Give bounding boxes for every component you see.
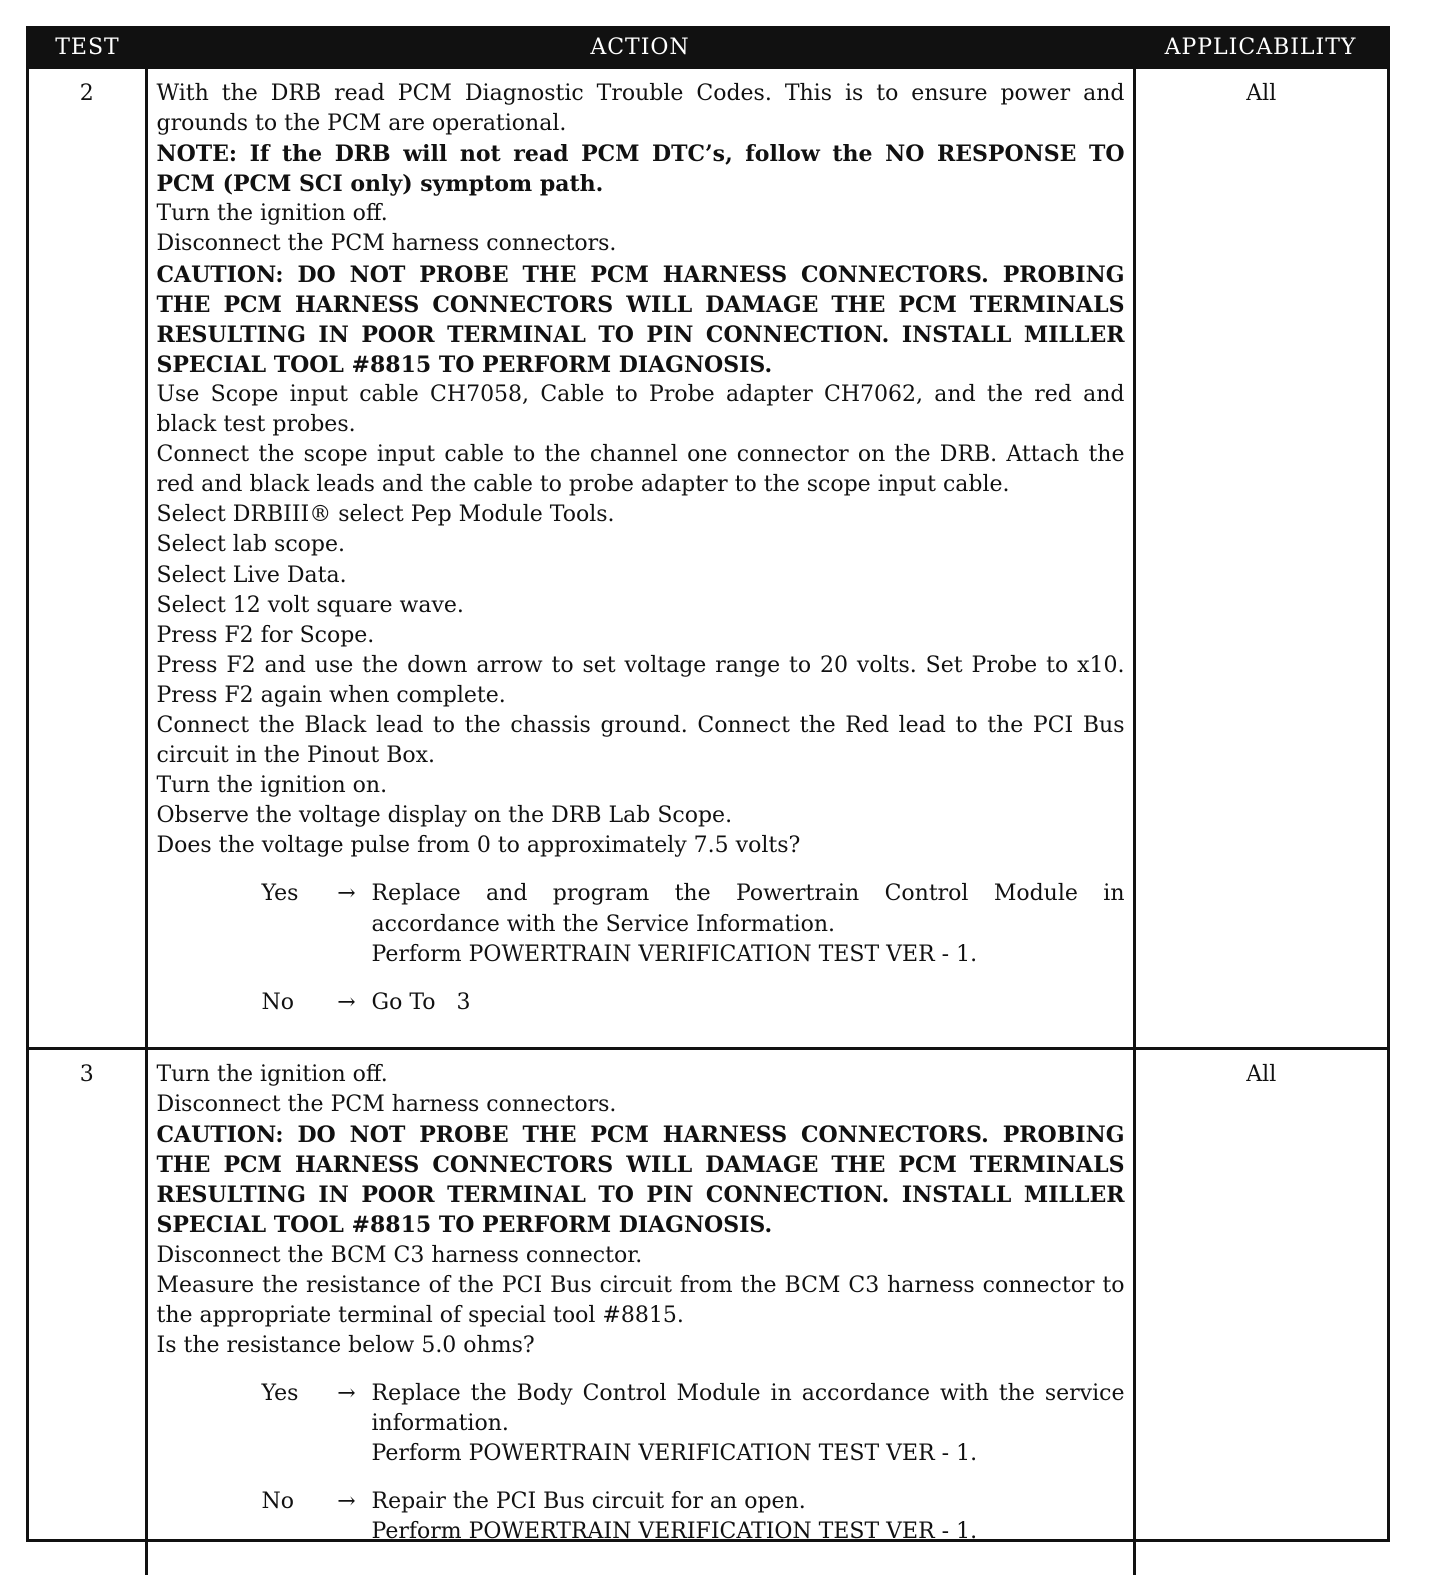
action-line: Disconnect the PCM harness connectors. bbox=[157, 1090, 1125, 1120]
action-line: Turn the ignition on. bbox=[157, 771, 1125, 801]
outcome-result-line: Perform POWERTRAIN VERIFICATION TEST VER - 1. bbox=[372, 1517, 1125, 1547]
action-line: Select DRBIII® select Pep Module Tools. bbox=[157, 500, 1125, 530]
outcome-yes bbox=[262, 879, 1125, 969]
outcome-result-line: Repair the PCI Bus circuit for an open. bbox=[372, 1487, 1125, 1517]
action-line: Observe the voltage display on the DRB Lab Scope. bbox=[157, 801, 1125, 831]
arrow-right-icon: → bbox=[322, 1487, 372, 1547]
outcome-result bbox=[372, 1487, 1125, 1547]
outcome-label: No bbox=[262, 988, 322, 1018]
action-line: Press F2 and use the down arrow to set voltage range to 20 volts. Set Probe to x10. Press F2 again when complete. bbox=[157, 651, 1125, 711]
action-line: Connect the Black lead to the chassis ground. Connect the Red lead to the PCI Bus circuit in the Pinout Box. bbox=[157, 711, 1125, 771]
header-action: ACTION bbox=[146, 29, 1134, 68]
action-line: Turn the ignition off. bbox=[157, 1060, 1125, 1090]
action-line: Select 12 volt square wave. bbox=[157, 591, 1125, 621]
outcome-label: Yes bbox=[262, 1379, 322, 1469]
outcome-result-line: Perform POWERTRAIN VERIFICATION TEST VER - 1. bbox=[372, 1439, 1125, 1469]
header-test: TEST bbox=[29, 29, 146, 68]
outcome-yes bbox=[262, 1379, 1125, 1469]
arrow-right-icon: → bbox=[322, 1379, 372, 1469]
action-line: Disconnect the PCM harness connectors. bbox=[157, 229, 1125, 259]
arrow-right-icon: → bbox=[322, 879, 372, 969]
action-line: Connect the scope input cable to the channel one connector on the DRB. Attach the red and black leads and the cable to probe adapter to the scope input cable. bbox=[157, 440, 1125, 500]
arrow-right-icon: → bbox=[322, 988, 372, 1018]
applicability-value: All bbox=[1134, 68, 1387, 1049]
action-line: Select lab scope. bbox=[157, 530, 1125, 560]
question-line: Does the voltage pulse from 0 to approximately 7.5 volts? bbox=[157, 831, 1125, 861]
action-line: With the DRB read PCM Diagnostic Trouble Codes. This is to ensure power and grounds to the PCM are operational. bbox=[157, 79, 1125, 139]
action-cell bbox=[146, 1049, 1134, 1575]
outcome-no bbox=[262, 1487, 1125, 1547]
note-text: NOTE: If the DRB will not read PCM DTC’s, follow the NO RESPONSE TO PCM (PCM SCI only) symptom path. bbox=[157, 139, 1125, 199]
action-line: Disconnect the BCM C3 harness connector. bbox=[157, 1241, 1125, 1271]
outcome-result-line: Replace and program the Powertrain Control Module in accordance with the Service Information. bbox=[372, 879, 1125, 939]
action-cell bbox=[146, 68, 1134, 1049]
outcome-result bbox=[372, 1379, 1125, 1469]
diagnostic-table-page bbox=[26, 26, 1390, 1542]
caution-text: CAUTION: DO NOT PROBE THE PCM HARNESS CONNECTORS. PROBING THE PCM HARNESS CONNECTORS WILL DAMAGE THE PCM TERMINALS RESULTING IN POOR TERMINAL TO PIN CONNECTION. INSTALL MILLER SPECIAL TOOL #8815 TO PERFORM DIAGNOSIS. bbox=[157, 260, 1125, 380]
test-number: 2 bbox=[29, 68, 146, 1049]
action-line: Use Scope input cable CH7058, Cable to Probe adapter CH7062, and the red and black test probes. bbox=[157, 380, 1125, 440]
outcome-result-line: Replace the Body Control Module in accordance with the service information. bbox=[372, 1379, 1125, 1439]
action-line: Turn the ignition off. bbox=[157, 199, 1125, 229]
outcome-result-line: Perform POWERTRAIN VERIFICATION TEST VER - 1. bbox=[372, 940, 1125, 970]
table-row-test-3 bbox=[29, 1049, 1387, 1575]
test-number: 3 bbox=[29, 1049, 146, 1575]
applicability-value: All bbox=[1134, 1049, 1387, 1575]
outcome-no bbox=[262, 988, 1125, 1018]
header-applicability: APPLICABILITY bbox=[1134, 29, 1387, 68]
question-line: Is the resistance below 5.0 ohms? bbox=[157, 1331, 1125, 1361]
caution-text: CAUTION: DO NOT PROBE THE PCM HARNESS CONNECTORS. PROBING THE PCM HARNESS CONNECTORS WILL DAMAGE THE PCM TERMINALS RESULTING IN POOR TERMINAL TO PIN CONNECTION. INSTALL MILLER SPECIAL TOOL #8815 TO PERFORM DIAGNOSIS. bbox=[157, 1120, 1125, 1240]
outcome-result bbox=[372, 988, 1125, 1018]
action-line: Select Live Data. bbox=[157, 561, 1125, 591]
table-row-test-2 bbox=[29, 68, 1387, 1049]
outcome-label: Yes bbox=[262, 879, 322, 969]
action-line: Press F2 for Scope. bbox=[157, 621, 1125, 651]
outcome-label: No bbox=[262, 1487, 322, 1547]
diagnostic-table bbox=[29, 29, 1387, 1575]
action-line: Measure the resistance of the PCI Bus circuit from the BCM C3 harness connector to the appropriate terminal of special tool #8815. bbox=[157, 1271, 1125, 1331]
outcome-result bbox=[372, 879, 1125, 969]
table-header-row bbox=[29, 29, 1387, 68]
outcome-result-line: Go To 3 bbox=[372, 988, 1125, 1018]
